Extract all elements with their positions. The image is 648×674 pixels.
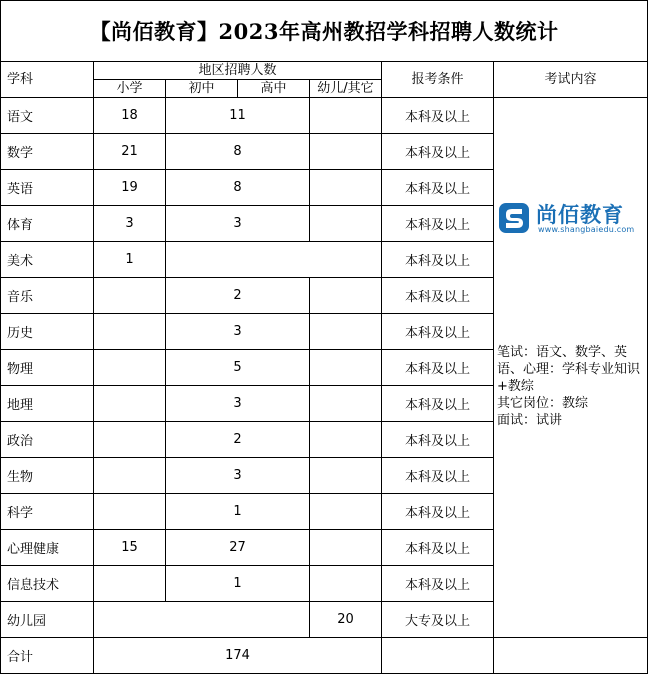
secondary-cell: 3 bbox=[166, 458, 310, 494]
total-requirement-cell bbox=[382, 638, 494, 674]
subject-cell: 音乐 bbox=[1, 278, 94, 314]
header-senior: 高中 bbox=[238, 80, 310, 98]
requirement-cell: 本科及以上 bbox=[382, 386, 494, 422]
kinder-cell: 20 bbox=[310, 602, 382, 638]
subject-cell: 生物 bbox=[1, 458, 94, 494]
exam-content-text bbox=[497, 344, 645, 429]
primary-cell: 18 bbox=[94, 98, 166, 134]
header-junior: 初中 bbox=[166, 80, 238, 98]
logo-url: www.shangbaiedu.com bbox=[538, 225, 635, 234]
subject-cell: 美术 bbox=[1, 242, 94, 278]
secondary-cell: 8 bbox=[166, 134, 310, 170]
kinder-cell bbox=[310, 170, 382, 206]
secondary-cell: 2 bbox=[166, 278, 310, 314]
subject-cell: 数学 bbox=[1, 134, 94, 170]
shangbai-logo-icon bbox=[498, 202, 530, 234]
subject-cell: 物理 bbox=[1, 350, 94, 386]
table-row bbox=[1, 98, 648, 134]
requirement-cell: 本科及以上 bbox=[382, 278, 494, 314]
header-requirements: 报考条件 bbox=[382, 62, 494, 98]
secondary-cell: 3 bbox=[166, 206, 310, 242]
primary-cell bbox=[94, 422, 166, 458]
requirement-cell: 本科及以上 bbox=[382, 350, 494, 386]
requirement-cell: 大专及以上 bbox=[382, 602, 494, 638]
subject-cell: 科学 bbox=[1, 494, 94, 530]
secondary-cell: 5 bbox=[166, 350, 310, 386]
requirement-cell: 本科及以上 bbox=[382, 494, 494, 530]
header-exam-content: 考试内容 bbox=[494, 62, 648, 98]
secondary-cell: 1 bbox=[166, 566, 310, 602]
subject-cell: 政治 bbox=[1, 422, 94, 458]
secondary-cell: 2 bbox=[166, 422, 310, 458]
total-value: 174 bbox=[94, 638, 382, 674]
secondary-cell bbox=[94, 602, 310, 638]
primary-cell bbox=[94, 386, 166, 422]
requirement-cell: 本科及以上 bbox=[382, 458, 494, 494]
total-content-cell bbox=[494, 638, 648, 674]
secondary-cell: 27 bbox=[166, 530, 310, 566]
secondary-cell bbox=[166, 242, 382, 278]
primary-cell: 15 bbox=[94, 530, 166, 566]
primary-cell bbox=[94, 278, 166, 314]
subject-cell: 体育 bbox=[1, 206, 94, 242]
secondary-cell: 3 bbox=[166, 386, 310, 422]
primary-cell bbox=[94, 494, 166, 530]
kinder-cell bbox=[310, 134, 382, 170]
secondary-cell: 8 bbox=[166, 170, 310, 206]
subject-cell: 心理健康 bbox=[1, 530, 94, 566]
subject-cell: 信息技术 bbox=[1, 566, 94, 602]
kinder-cell bbox=[310, 566, 382, 602]
header-region: 地区招聘人数 bbox=[94, 62, 382, 80]
primary-cell: 19 bbox=[94, 170, 166, 206]
total-row bbox=[1, 638, 648, 674]
requirement-cell: 本科及以上 bbox=[382, 134, 494, 170]
exam-content-cell bbox=[494, 98, 648, 638]
primary-cell: 21 bbox=[94, 134, 166, 170]
kinder-cell bbox=[310, 386, 382, 422]
exam-content-body: 笔试：语文、数学、英语、心理：学科专业知识+教综 其它岗位：教综 面试：试讲 bbox=[497, 345, 641, 428]
primary-cell bbox=[94, 458, 166, 494]
requirement-cell: 本科及以上 bbox=[382, 530, 494, 566]
kinder-cell bbox=[310, 314, 382, 350]
requirement-cell: 本科及以上 bbox=[382, 206, 494, 242]
kinder-cell bbox=[310, 98, 382, 134]
kinder-cell bbox=[310, 350, 382, 386]
total-label: 合计 bbox=[1, 638, 94, 674]
requirement-cell: 本科及以上 bbox=[382, 170, 494, 206]
requirement-cell: 本科及以上 bbox=[382, 566, 494, 602]
header-subject: 学科 bbox=[1, 62, 94, 98]
primary-cell: 1 bbox=[94, 242, 166, 278]
subject-cell: 地理 bbox=[1, 386, 94, 422]
kinder-cell bbox=[310, 530, 382, 566]
secondary-cell: 11 bbox=[166, 98, 310, 134]
requirement-cell: 本科及以上 bbox=[382, 242, 494, 278]
kinder-cell bbox=[310, 278, 382, 314]
header-primary: 小学 bbox=[94, 80, 166, 98]
primary-cell bbox=[94, 566, 166, 602]
secondary-cell: 1 bbox=[166, 494, 310, 530]
subject-cell: 幼儿园 bbox=[1, 602, 94, 638]
header-kinder-other: 幼儿/其它 bbox=[310, 80, 382, 98]
shangbai-logo bbox=[498, 198, 648, 238]
primary-cell: 3 bbox=[94, 206, 166, 242]
requirement-cell: 本科及以上 bbox=[382, 314, 494, 350]
kinder-cell bbox=[310, 494, 382, 530]
kinder-cell bbox=[310, 206, 382, 242]
kinder-cell bbox=[310, 458, 382, 494]
subject-cell: 语文 bbox=[1, 98, 94, 134]
primary-cell bbox=[94, 314, 166, 350]
table-title: 【尚佰教育】2023年高州教招学科招聘人数统计 bbox=[1, 1, 648, 62]
requirement-cell: 本科及以上 bbox=[382, 422, 494, 458]
primary-cell bbox=[94, 350, 166, 386]
kinder-cell bbox=[310, 422, 382, 458]
requirement-cell: 本科及以上 bbox=[382, 98, 494, 134]
secondary-cell: 3 bbox=[166, 314, 310, 350]
subject-cell: 英语 bbox=[1, 170, 94, 206]
logo-brand: 尚佰教育 bbox=[536, 203, 624, 227]
subject-cell: 历史 bbox=[1, 314, 94, 350]
